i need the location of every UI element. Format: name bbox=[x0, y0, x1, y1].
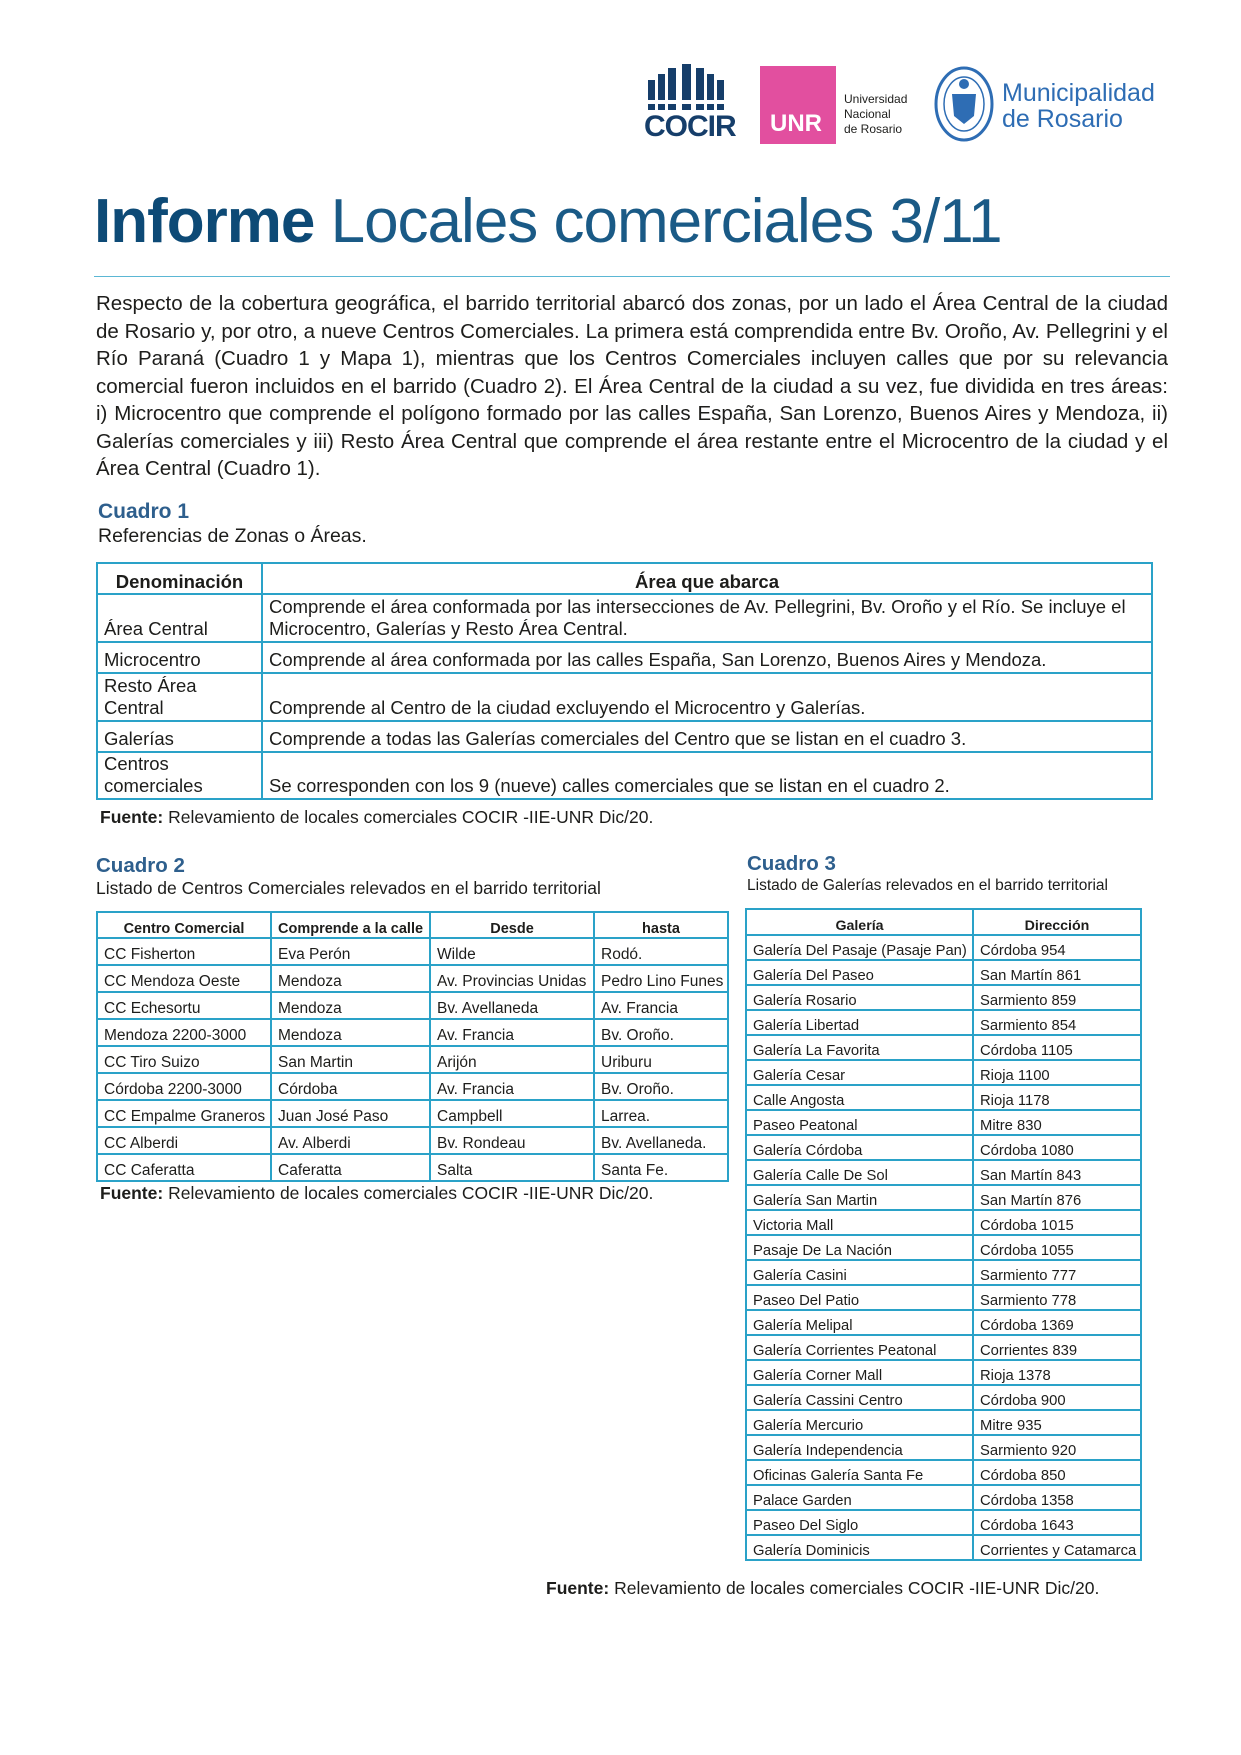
table-cell: Sarmiento 854 bbox=[973, 1010, 1141, 1035]
table-cell: CC Mendoza Oeste bbox=[97, 965, 271, 992]
table-cell: San Martín 843 bbox=[973, 1160, 1141, 1185]
table-cell: Rioja 1100 bbox=[973, 1060, 1141, 1085]
table-cell: Galería Corner Mall bbox=[746, 1360, 973, 1385]
table-cell: Resto Área Central bbox=[97, 673, 262, 721]
cuadro2-source: Fuente: Relevamiento de locales comerciales COCIR -IIE-UNR Dic/20. bbox=[100, 1183, 654, 1203]
cuadro3-source: Fuente: Relevamiento de locales comerciales COCIR -IIE-UNR Dic/20. bbox=[546, 1578, 1100, 1598]
table-cell: Corrientes 839 bbox=[973, 1335, 1141, 1360]
table-row bbox=[97, 642, 1152, 673]
table-cell: Galería Mercurio bbox=[746, 1410, 973, 1435]
table-row bbox=[97, 1046, 728, 1073]
table-cell: Bv. Oroño. bbox=[594, 1019, 728, 1046]
table-cell: Mendoza bbox=[271, 992, 430, 1019]
table-row bbox=[97, 992, 728, 1019]
table-cell: Córdoba 1055 bbox=[973, 1235, 1141, 1260]
column-header: Comprende a la calle bbox=[271, 912, 430, 938]
table-cell: Av. Provincias Unidas bbox=[430, 965, 594, 992]
column-header: Área que abarca bbox=[262, 563, 1152, 594]
table-cell: Microcentro bbox=[97, 642, 262, 673]
table-cell: Mendoza 2200-3000 bbox=[97, 1019, 271, 1046]
table-cell: Rioja 1178 bbox=[973, 1085, 1141, 1110]
header-logos bbox=[640, 62, 1170, 152]
table-cell: CC Fisherton bbox=[97, 938, 271, 965]
cuadro3-body bbox=[746, 935, 1141, 1560]
table-row bbox=[97, 752, 1152, 799]
table-cell: Pedro Lino Funes bbox=[594, 965, 728, 992]
table-row bbox=[746, 1160, 1141, 1185]
column-header: Dirección bbox=[973, 909, 1141, 935]
table-cell: Sarmiento 778 bbox=[973, 1285, 1141, 1310]
table-cell: Rodó. bbox=[594, 938, 728, 965]
table-cell: Sarmiento 859 bbox=[973, 985, 1141, 1010]
table-cell: Galería Cassini Centro bbox=[746, 1385, 973, 1410]
municipality-name: Municipalidad de Rosario bbox=[1002, 79, 1155, 133]
table-cell: Mitre 935 bbox=[973, 1410, 1141, 1435]
table-cell: Galería La Favorita bbox=[746, 1035, 973, 1060]
table-cell: Área Central bbox=[97, 594, 262, 642]
table-cell: San Martín 876 bbox=[973, 1185, 1141, 1210]
table-cell: Paseo Del Patio bbox=[746, 1285, 973, 1310]
table-cell: Palace Garden bbox=[746, 1485, 973, 1510]
table-cell: CC Alberdi bbox=[97, 1127, 271, 1154]
table-cell: Córdoba 1015 bbox=[973, 1210, 1141, 1235]
table-cell: San Martín 861 bbox=[973, 960, 1141, 985]
table-row bbox=[97, 673, 1152, 721]
table-row bbox=[97, 1127, 728, 1154]
table-row bbox=[97, 1154, 728, 1181]
table-cell: Pasaje De La Nación bbox=[746, 1235, 973, 1260]
table-row bbox=[97, 721, 1152, 752]
table-cell: Bv. Rondeau bbox=[430, 1127, 594, 1154]
table-cell: Mendoza bbox=[271, 1019, 430, 1046]
unr-name: Universidad Nacional de Rosario bbox=[844, 92, 908, 136]
table-cell: Córdoba 850 bbox=[973, 1460, 1141, 1485]
table-row bbox=[746, 1085, 1141, 1110]
table-cell: Galerías bbox=[97, 721, 262, 752]
table-cell: Galería Casini bbox=[746, 1260, 973, 1285]
table-cell: Juan José Paso bbox=[271, 1100, 430, 1127]
cuadro2-title: Cuadro 2 bbox=[96, 854, 185, 877]
table-cell: Salta bbox=[430, 1154, 594, 1181]
table-row bbox=[746, 1460, 1141, 1485]
table-cell: Galería Independencia bbox=[746, 1435, 973, 1460]
table-row bbox=[97, 1019, 728, 1046]
intro-paragraph: Respecto de la cobertura geográfica, el barrido territorial abarcó dos zonas, por un lado el Área Central de la ciudad de Rosario y, por otro, a nueve Centros Comerciales. La primera está comprendida entre Bv. Oroño, Av. Pellegrini y el Río Paraná (Cuadro 1 y Mapa 1), mientras que los Centros Comerciales incluyen calles que por su relevancia comercial fueron incluidos en el barrido (Cuadro 2). El Área Central de la ciudad a su vez, fue dividida en tres áreas: i) Microcentro que comprende el polígono formado por las calles España, San Lorenzo, Buenos Aires y Mendoza, ii) Galerías comerciales y iii) Resto Área Central que comprende el área restante entre el Microcentro de la ciudad y el Área Central (Cuadro 1). bbox=[96, 292, 1168, 480]
table-cell: CC Caferatta bbox=[97, 1154, 271, 1181]
table-cell: Se corresponden con los 9 (nueve) calles comerciales que se listan en el cuadro 2. bbox=[262, 752, 1152, 799]
table-cell: Av. Francia bbox=[430, 1073, 594, 1100]
table-cell: Comprende el área conformada por las intersecciones de Av. Pellegrini, Bv. Oroño y el Río. Se incluye el Microcentro, Galerías y Resto Área Central. bbox=[262, 594, 1152, 642]
table-cell: Córdoba 1105 bbox=[973, 1035, 1141, 1060]
table-cell: Córdoba 1080 bbox=[973, 1135, 1141, 1160]
table-row bbox=[746, 1035, 1141, 1060]
table-cell: Caferatta bbox=[271, 1154, 430, 1181]
table-row bbox=[746, 1185, 1141, 1210]
table-cell: Galería Dominicis bbox=[746, 1535, 973, 1560]
table-row bbox=[746, 1335, 1141, 1360]
table-cell: CC Echesortu bbox=[97, 992, 271, 1019]
table-cell: Bv. Oroño. bbox=[594, 1073, 728, 1100]
page-title bbox=[94, 186, 1002, 258]
table-row bbox=[746, 1285, 1141, 1310]
table-cell: Bv. Avellaneda. bbox=[594, 1127, 728, 1154]
table-cell: Oficinas Galería Santa Fe bbox=[746, 1460, 973, 1485]
cuadro2-body bbox=[97, 938, 728, 1181]
table-row bbox=[97, 1073, 728, 1100]
table-cell: CC Empalme Graneros bbox=[97, 1100, 271, 1127]
cuadro3-subtitle: Listado de Galerías relevados en el barrido territorial bbox=[747, 877, 1108, 894]
table-cell: Arijón bbox=[430, 1046, 594, 1073]
title-divider bbox=[94, 276, 1170, 277]
table-cell: Uriburu bbox=[594, 1046, 728, 1073]
table-row bbox=[746, 1385, 1141, 1410]
cuadro3-table bbox=[745, 908, 1142, 1561]
table-header-row bbox=[97, 563, 1152, 594]
table-cell: Galería Del Paseo bbox=[746, 960, 973, 985]
cocir-wordmark: COCIR bbox=[644, 110, 736, 143]
table-row bbox=[746, 1310, 1141, 1335]
table-cell: Sarmiento 777 bbox=[973, 1260, 1141, 1285]
table-row bbox=[746, 1210, 1141, 1235]
table-cell: CC Tiro Suizo bbox=[97, 1046, 271, 1073]
table-row bbox=[746, 1485, 1141, 1510]
column-header: hasta bbox=[594, 912, 728, 938]
table-cell: Mendoza bbox=[271, 965, 430, 992]
table-cell: Córdoba 1358 bbox=[973, 1485, 1141, 1510]
table-cell: Galería San Martin bbox=[746, 1185, 973, 1210]
unr-logo bbox=[760, 66, 836, 144]
table-row bbox=[746, 1010, 1141, 1035]
table-cell: Comprende al Centro de la ciudad excluyendo el Microcentro y Galerías. bbox=[262, 673, 1152, 721]
table-row bbox=[97, 938, 728, 965]
table-cell: Mitre 830 bbox=[973, 1110, 1141, 1135]
table-cell: Córdoba 2200-3000 bbox=[97, 1073, 271, 1100]
table-cell: Bv. Avellaneda bbox=[430, 992, 594, 1019]
table-row bbox=[97, 1100, 728, 1127]
table-row bbox=[746, 1110, 1141, 1135]
table-row bbox=[746, 1535, 1141, 1560]
table-row bbox=[97, 594, 1152, 642]
table-cell: Campbell bbox=[430, 1100, 594, 1127]
table-cell: San Martin bbox=[271, 1046, 430, 1073]
cuadro1-source: Fuente: Relevamiento de locales comerciales COCIR -IIE-UNR Dic/20. bbox=[100, 807, 654, 827]
table-row bbox=[746, 1510, 1141, 1535]
table-cell: Av. Francia bbox=[594, 992, 728, 1019]
table-row bbox=[746, 1360, 1141, 1385]
table-cell: Galería Calle De Sol bbox=[746, 1160, 973, 1185]
table-cell: Centros comerciales bbox=[97, 752, 262, 799]
table-row bbox=[746, 935, 1141, 960]
table-cell: Paseo Del Siglo bbox=[746, 1510, 973, 1535]
table-cell: Av. Alberdi bbox=[271, 1127, 430, 1154]
table-cell: Paseo Peatonal bbox=[746, 1110, 973, 1135]
table-cell: Galería Del Pasaje (Pasaje Pan) bbox=[746, 935, 973, 960]
rosario-seal-icon bbox=[932, 64, 996, 148]
cocir-logo bbox=[640, 64, 736, 148]
cocir-emblem-icon bbox=[646, 64, 726, 110]
title-light: Locales comerciales 3/11 bbox=[330, 187, 1002, 256]
table-cell: Córdoba 1643 bbox=[973, 1510, 1141, 1535]
table-row bbox=[746, 1435, 1141, 1460]
cuadro1-subtitle: Referencias de Zonas o Áreas. bbox=[98, 525, 367, 547]
table-cell: Córdoba bbox=[271, 1073, 430, 1100]
table-row bbox=[746, 985, 1141, 1010]
table-cell: Galería Libertad bbox=[746, 1010, 973, 1035]
table-header-row bbox=[97, 912, 728, 938]
column-header: Galería bbox=[746, 909, 973, 935]
table-row bbox=[746, 960, 1141, 985]
table-cell: Galería Córdoba bbox=[746, 1135, 973, 1160]
table-row bbox=[746, 1410, 1141, 1435]
table-cell: Comprende al área conformada por las calles España, San Lorenzo, Buenos Aires y Mendoza. bbox=[262, 642, 1152, 673]
cuadro1-title: Cuadro 1 bbox=[98, 500, 190, 523]
table-cell: Calle Angosta bbox=[746, 1085, 973, 1110]
table-row bbox=[746, 1260, 1141, 1285]
title-bold: Informe bbox=[94, 187, 315, 256]
table-cell: Rioja 1378 bbox=[973, 1360, 1141, 1385]
table-row bbox=[746, 1235, 1141, 1260]
table-cell: Galería Cesar bbox=[746, 1060, 973, 1085]
table-cell: Corrientes y Catamarca bbox=[973, 1535, 1141, 1560]
table-row bbox=[746, 1060, 1141, 1085]
column-header: Denominación bbox=[97, 563, 262, 594]
table-cell: Córdoba 954 bbox=[973, 935, 1141, 960]
table-cell: Galería Corrientes Peatonal bbox=[746, 1335, 973, 1360]
table-cell: Córdoba 1369 bbox=[973, 1310, 1141, 1335]
table-cell: Larrea. bbox=[594, 1100, 728, 1127]
table-cell: Sarmiento 920 bbox=[973, 1435, 1141, 1460]
table-cell: Av. Francia bbox=[430, 1019, 594, 1046]
cuadro3-title: Cuadro 3 bbox=[747, 852, 836, 875]
table-cell: Victoria Mall bbox=[746, 1210, 973, 1235]
table-cell: Galería Melipal bbox=[746, 1310, 973, 1335]
column-header: Desde bbox=[430, 912, 594, 938]
cuadro1-table bbox=[96, 562, 1153, 800]
unr-wordmark: UNR bbox=[770, 110, 822, 137]
table-cell: Eva Perón bbox=[271, 938, 430, 965]
table-header-row bbox=[746, 909, 1141, 935]
table-cell: Santa Fe. bbox=[594, 1154, 728, 1181]
table-row bbox=[746, 1135, 1141, 1160]
table-cell: Wilde bbox=[430, 938, 594, 965]
column-header: Centro Comercial bbox=[97, 912, 271, 938]
table-cell: Córdoba 900 bbox=[973, 1385, 1141, 1410]
table-cell: Comprende a todas las Galerías comerciales del Centro que se listan en el cuadro 3. bbox=[262, 721, 1152, 752]
cuadro2-table bbox=[96, 911, 729, 1182]
table-cell: Galería Rosario bbox=[746, 985, 973, 1010]
table-row bbox=[97, 965, 728, 992]
cuadro2-subtitle: Listado de Centros Comerciales relevados en el barrido territorial bbox=[96, 878, 601, 898]
